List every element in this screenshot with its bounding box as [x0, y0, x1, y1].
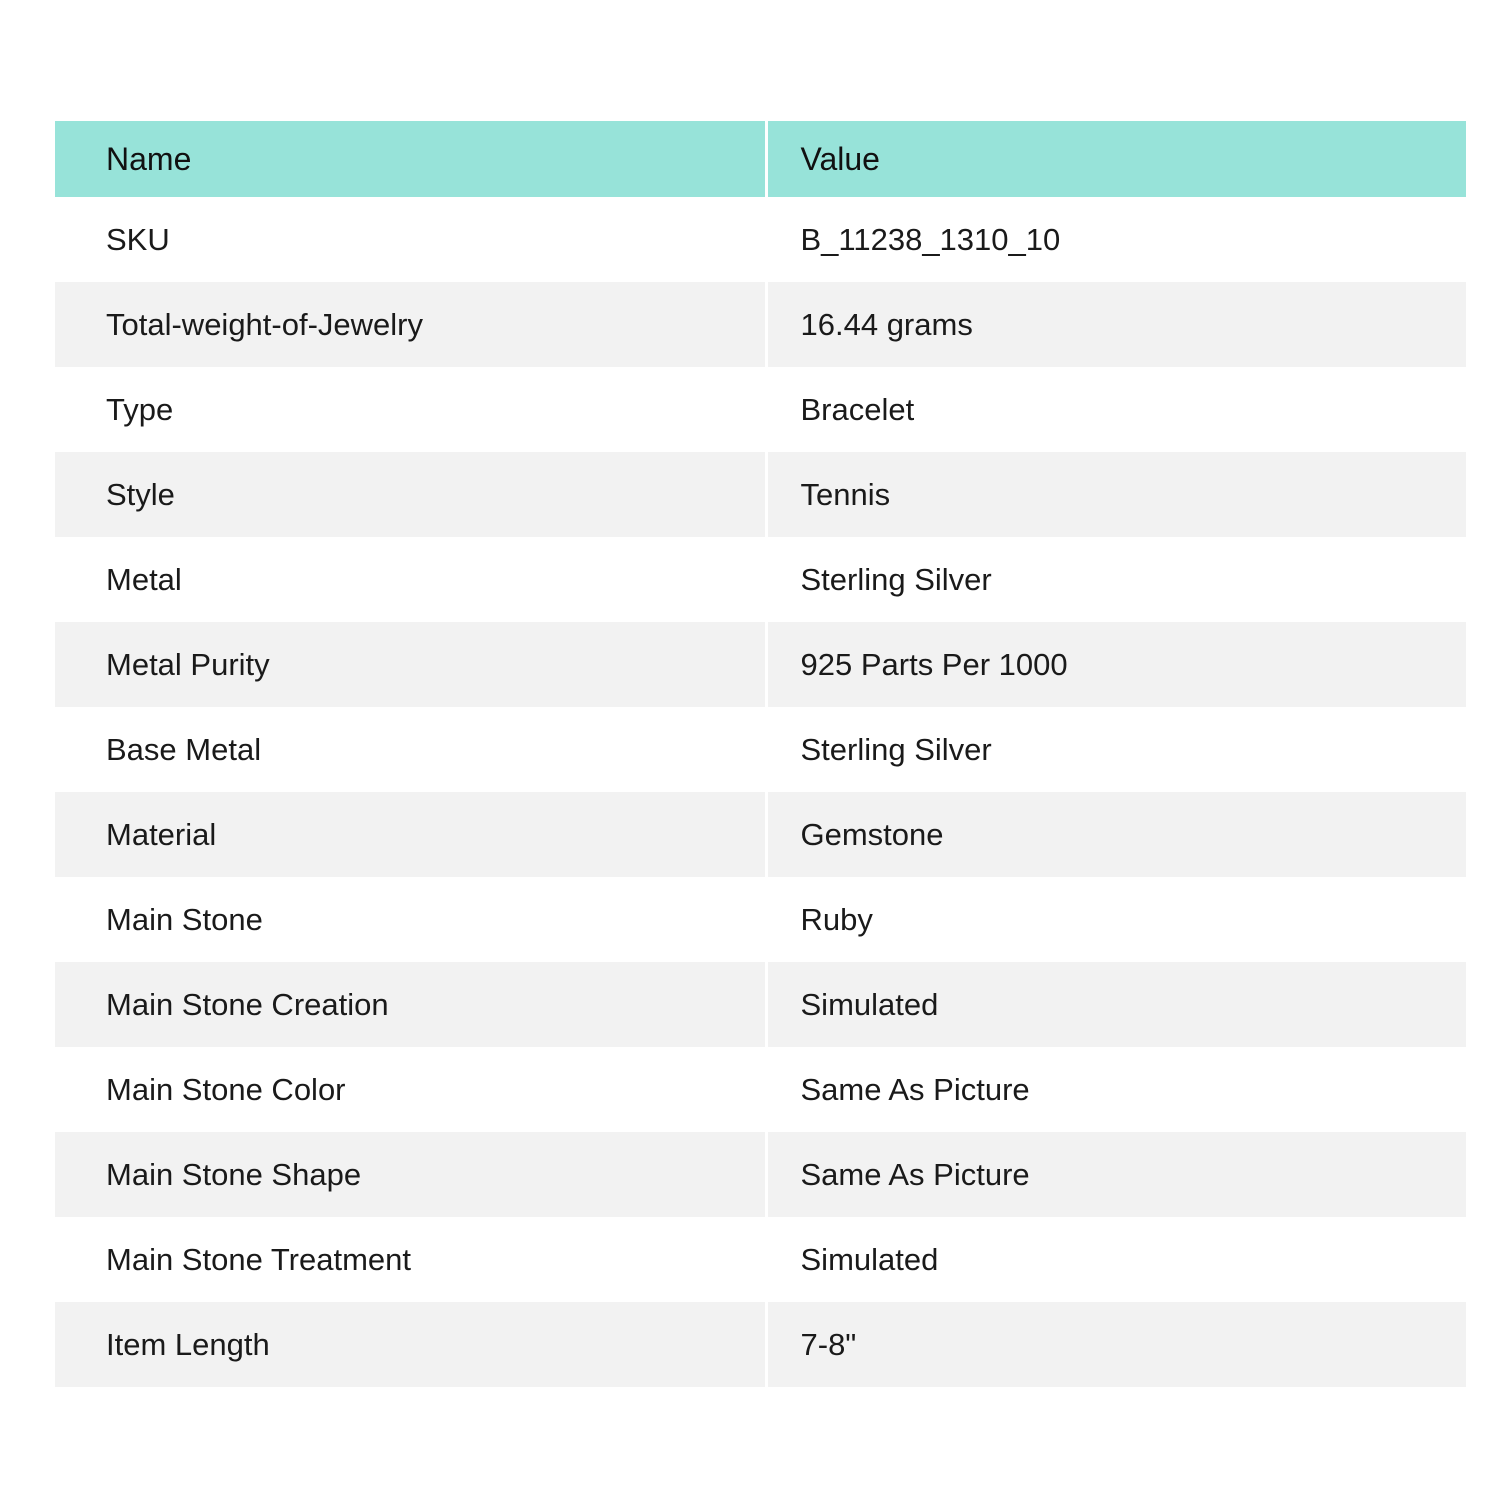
row-value: 7-8": [766, 1302, 1466, 1387]
table-row: [55, 1047, 1466, 1132]
header-value: Value: [766, 121, 1466, 197]
row-value: 16.44 grams: [766, 282, 1466, 367]
row-name: Main Stone Shape: [55, 1132, 766, 1217]
row-name: Main Stone Treatment: [55, 1217, 766, 1302]
row-value: Simulated: [766, 1217, 1466, 1302]
header-row: [55, 121, 1466, 197]
row-name: Main Stone: [55, 877, 766, 962]
row-name: Type: [55, 367, 766, 452]
table-row: [55, 282, 1466, 367]
row-name: Metal Purity: [55, 622, 766, 707]
row-value: B_11238_1310_10: [766, 197, 1466, 282]
row-value: Ruby: [766, 877, 1466, 962]
table-body: [55, 197, 1466, 1387]
row-name: Total-weight-of-Jewelry: [55, 282, 766, 367]
table-row: [55, 792, 1466, 877]
row-value: Tennis: [766, 452, 1466, 537]
table-row: [55, 1132, 1466, 1217]
row-name: Metal: [55, 537, 766, 622]
table-row: [55, 367, 1466, 452]
row-value: 925 Parts Per 1000: [766, 622, 1466, 707]
table-row: [55, 877, 1466, 962]
row-name: Main Stone Creation: [55, 962, 766, 1047]
row-value: Same As Picture: [766, 1047, 1466, 1132]
row-name: Base Metal: [55, 707, 766, 792]
row-value: Bracelet: [766, 367, 1466, 452]
table-row: [55, 1302, 1466, 1387]
table-row: [55, 707, 1466, 792]
header-name: Name: [55, 121, 766, 197]
row-name: Style: [55, 452, 766, 537]
table-row: [55, 197, 1466, 282]
row-value: Simulated: [766, 962, 1466, 1047]
row-value: Sterling Silver: [766, 707, 1466, 792]
table-row: [55, 622, 1466, 707]
row-value: Sterling Silver: [766, 537, 1466, 622]
row-value: Same As Picture: [766, 1132, 1466, 1217]
row-name: Material: [55, 792, 766, 877]
row-name: Main Stone Color: [55, 1047, 766, 1132]
row-name: Item Length: [55, 1302, 766, 1387]
table-row: [55, 452, 1466, 537]
row-value: Gemstone: [766, 792, 1466, 877]
specifications-table: [55, 121, 1466, 1387]
table-row: [55, 962, 1466, 1047]
table-row: [55, 1217, 1466, 1302]
table-header: [55, 121, 1466, 197]
row-name: SKU: [55, 197, 766, 282]
table-row: [55, 537, 1466, 622]
